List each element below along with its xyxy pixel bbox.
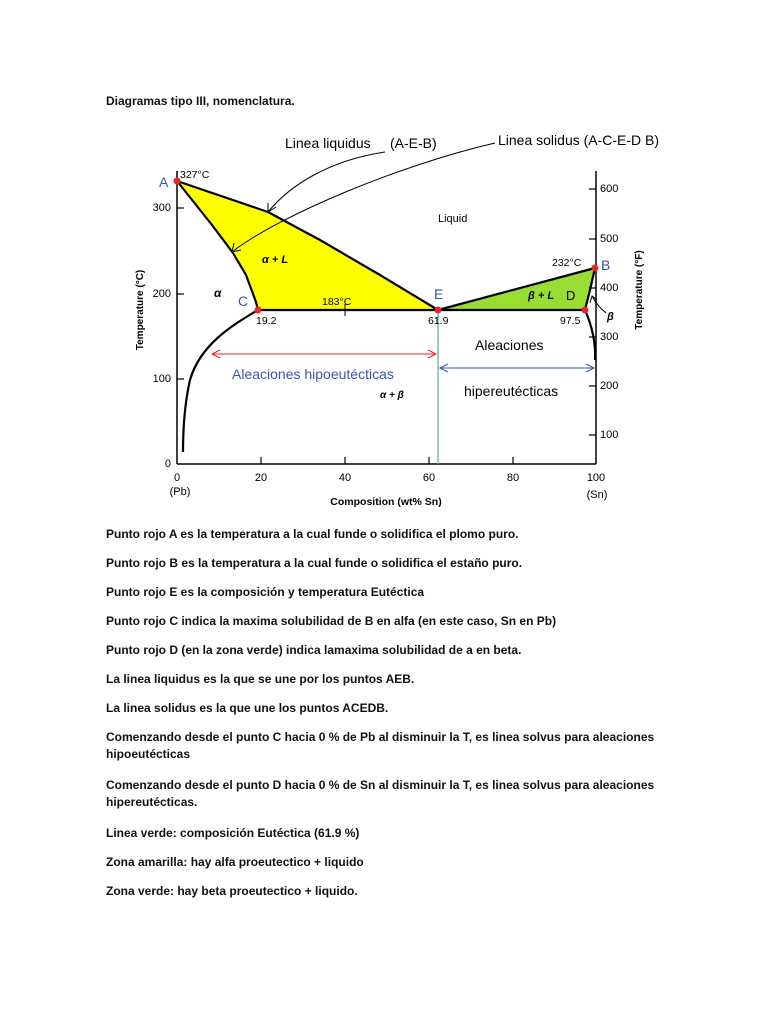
paragraph: Punto rojo D (en la zona verde) indica lamaxima solubilidad de a en beta. (106, 643, 522, 657)
y-tick-200: 200 (152, 288, 171, 300)
yr-tick-500: 500 (600, 233, 619, 245)
paragraph: Comenzando desde el punto D hacia 0 % de Sn al disminuir la T, es linea solvus para aleaciones hipereutécticas. (106, 778, 655, 809)
paragraph: Zona amarilla: hay alfa proeutectico + liquido (106, 855, 364, 869)
x-tick-80: 80 (506, 472, 520, 484)
point-E-label: E (434, 286, 444, 302)
bottom-ticks (261, 457, 513, 464)
y-axis-label-right: Temperature (°F) (634, 250, 645, 330)
x-sub-sn: (Sn) (586, 489, 608, 501)
liquidus-callout-label: Linea liquidus (285, 135, 371, 151)
point-B-label: B (601, 257, 611, 273)
right-ticks (589, 189, 596, 435)
hiper-label-line2: hipereutécticas (464, 383, 559, 399)
temp-eutectic-label: 183°C (322, 296, 352, 308)
document-title: Diagramas tipo III, nomenclatura. (106, 94, 295, 108)
yr-tick-100: 100 (600, 429, 619, 441)
x-tick-0: 0 (173, 472, 181, 484)
x-tick-40: 40 (338, 472, 352, 484)
region-liquid: Liquid (438, 213, 468, 225)
liquidus-callout-points: (A-E-B) (390, 135, 437, 151)
beta-callout-arrow (590, 296, 606, 313)
point-E-marker (435, 307, 442, 314)
x-sub-pb: (Pb) (169, 486, 191, 498)
temp-A-label: 327°C (180, 169, 210, 181)
point-D-label: D (566, 288, 576, 303)
comp-E-label: 61.9 (428, 315, 449, 327)
paragraph: Punto rojo E es la composición y temperatura Eutéctica (106, 585, 425, 599)
left-ticks (177, 208, 184, 379)
y-tick-100: 100 (152, 373, 171, 385)
hiper-label-line1: Aleaciones (475, 337, 544, 353)
paragraph: Punto rojo A es la temperatura a la cual funde o solidifica el plomo puro. (106, 527, 519, 541)
x-axis-label: Composition (wt% Sn) (330, 496, 442, 508)
temp-B-label: 232°C (552, 257, 582, 269)
region-alpha-L: α + L (262, 254, 289, 266)
paragraph: Punto rojo C indica la maxima solubilidad de B en alfa (en este caso, Sn en Pb) (106, 614, 557, 628)
x-tick-60: 60 (422, 472, 436, 484)
paragraph: La linea solidus es la que une los puntos ACEDB. (106, 701, 389, 715)
paragraph: La linea liquidus es la que se une por los puntos AEB. (106, 672, 415, 686)
point-A-label: A (159, 174, 169, 190)
region-alpha-beta: α + β (380, 390, 404, 401)
paragraph: Punto rojo B es la temperatura a la cual funde o solidifica el estaño puro. (106, 556, 523, 570)
liquidus-callout-arrow (268, 152, 385, 212)
point-C-label: C (238, 293, 249, 309)
point-B-marker (592, 265, 599, 272)
paragraph: Linea verde: composición Eutéctica (61.9 %) (106, 826, 360, 840)
solidus-callout-label: Linea solidus (A-C-E-D B) (498, 132, 660, 148)
comp-D-label: 97.5 (560, 315, 581, 327)
yr-tick-200: 200 (600, 380, 619, 392)
y-tick-300: 300 (152, 202, 171, 214)
hiper-arrow (440, 364, 594, 372)
point-D-marker (582, 307, 589, 314)
yr-tick-400: 400 (600, 282, 619, 294)
x-tick-100: 100 (586, 472, 606, 484)
solvus-right (585, 310, 595, 360)
point-C-marker (255, 307, 262, 314)
hipo-arrow (212, 350, 436, 358)
y-axis-label-left: Temperature (°C) (135, 269, 146, 351)
paragraph: Comenzando desde el punto C hacia 0 % de Pb al disminuir la T, es linea solvus para aleaciones hipoeutécticas (106, 730, 655, 761)
hipo-label: Aleaciones hipoeutécticas (232, 366, 394, 382)
comp-C-label: 19.2 (256, 315, 277, 327)
region-alpha: α (214, 286, 222, 300)
paragraph: Zona verde: hay beta proeutectico + liquido. (106, 884, 358, 898)
y-tick-0: 0 (164, 458, 171, 470)
region-beta-L: β + L (528, 290, 555, 302)
region-beta: β (607, 311, 614, 323)
yr-tick-300: 300 (600, 331, 619, 343)
yr-tick-600: 600 (600, 183, 619, 195)
x-tick-20: 20 (254, 472, 268, 484)
